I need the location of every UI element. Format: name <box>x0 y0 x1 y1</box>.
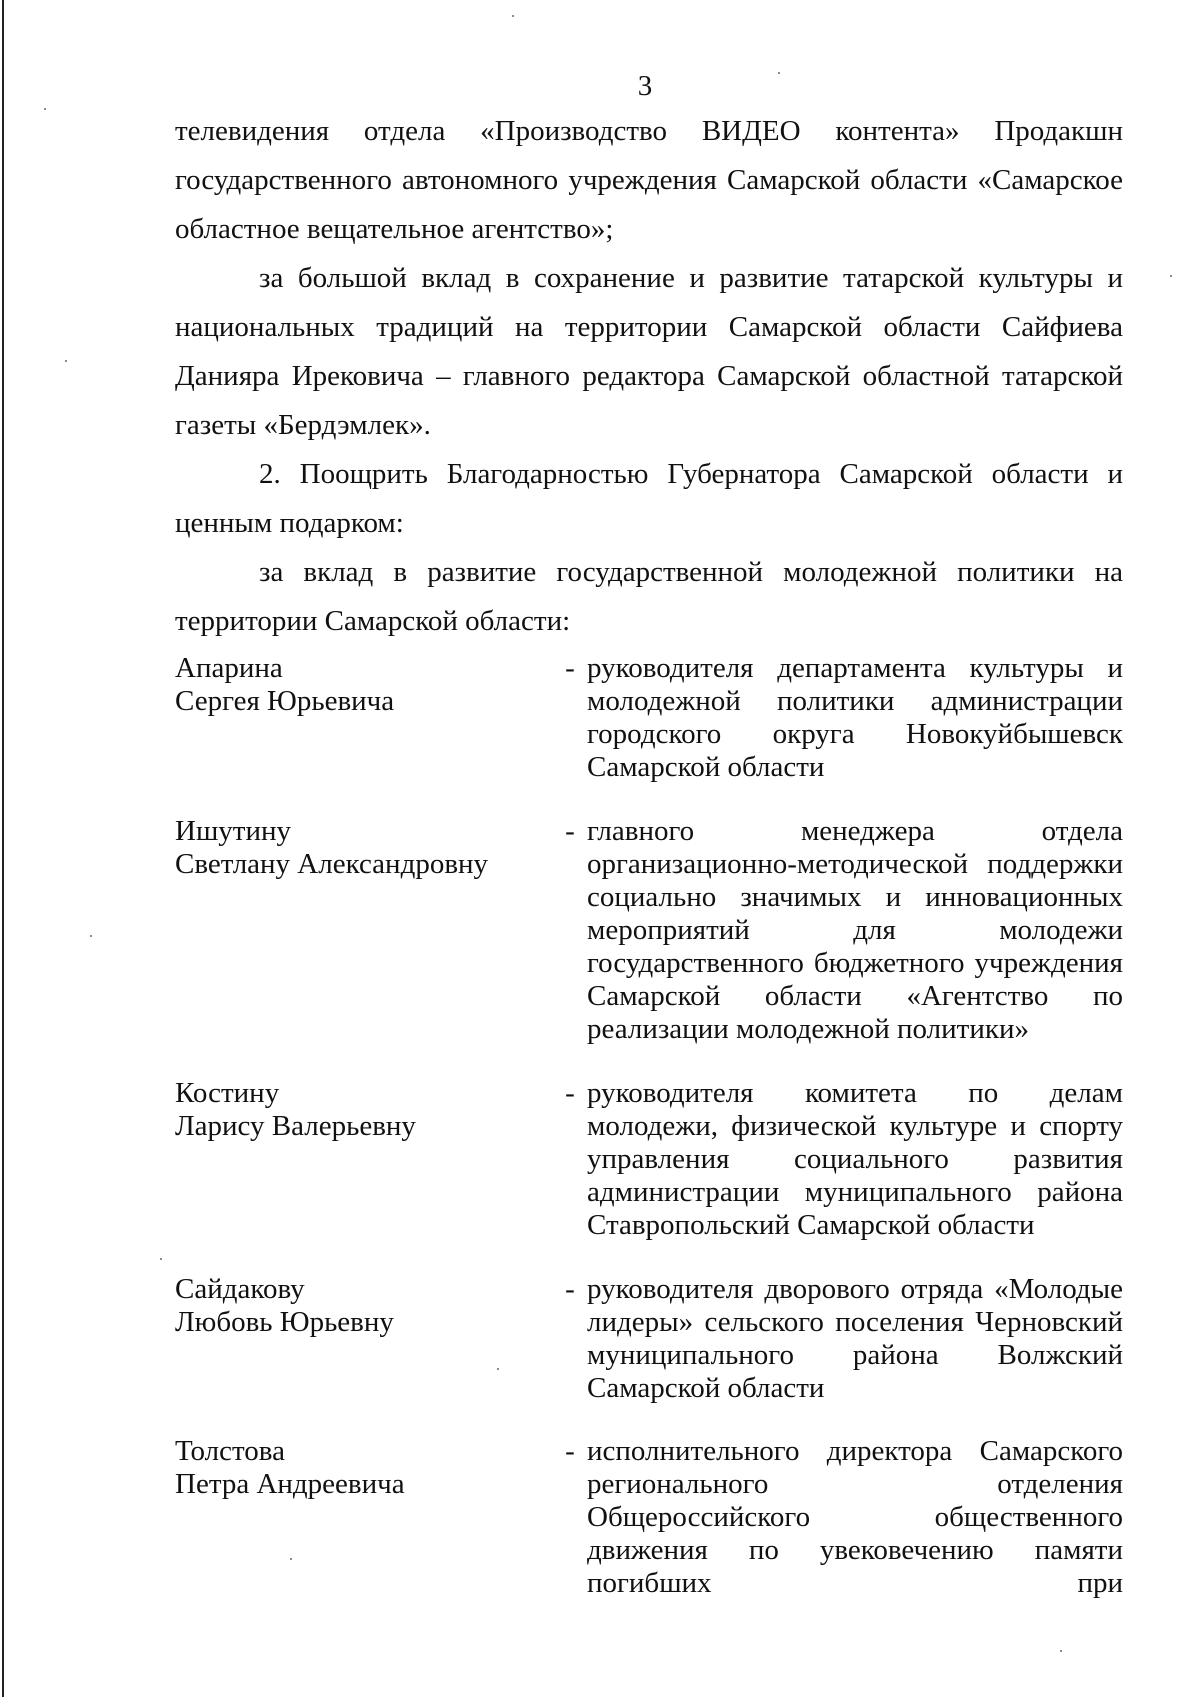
paragraph-1: телевидения отдела «Производство ВИДЕО контента» Продакшн государственного автономного учреждения Самарской области «Самарское областное вещательное агентство»; <box>175 115 1123 245</box>
scan-speck <box>90 935 92 937</box>
awardee-given-names: Петра Андреевича <box>175 1468 405 1500</box>
scan-edge-line <box>2 0 4 1697</box>
scan-speck <box>44 108 46 110</box>
awardee-position: исполнительного директора Самарского регионального отделения Общероссийского общественного движения по увековечению памяти погибших при <box>587 1435 1123 1599</box>
awardee-given-names: Любовь Юрьевну <box>175 1306 394 1338</box>
awardee-given-names: Ларису Валерьевну <box>175 1110 416 1142</box>
scan-speck <box>65 360 67 362</box>
scan-speck <box>1060 1650 1062 1652</box>
scan-speck <box>160 1258 162 1260</box>
awardee-name <box>175 652 555 718</box>
scan-speck <box>1170 275 1172 277</box>
paragraph-encourage <box>175 450 1123 548</box>
scan-speck <box>778 72 780 74</box>
paragraph-tatar-culture <box>175 254 1123 450</box>
entry-dash: - <box>565 1435 575 1467</box>
scan-speck <box>512 15 514 17</box>
entry-dash: - <box>565 1273 575 1305</box>
scan-speck <box>290 1558 292 1560</box>
awardee-surname: Костину <box>175 1077 280 1109</box>
entry-dash: - <box>565 815 575 847</box>
awardee-surname: Апарина <box>175 652 283 684</box>
awardee-given-names: Сергея Юрьевича <box>175 685 395 717</box>
awardee-name <box>175 1273 555 1339</box>
awardee-position: руководителя дворового отряда «Молодые лидеры» сельского поселения Черновский муниципального района Волжский Самарской области <box>587 1273 1123 1404</box>
awardee-given-names: Светлану Александровну <box>175 848 489 880</box>
awardee-position: руководителя департамента культуры и молодежной политики администрации городского округа Новокуйбышевск Самарской области <box>587 652 1123 783</box>
awardee-position: главного менеджера отдела организационно-методической поддержки социально значимых и инновационных мероприятий для молодежи государственного бюджетного учреждения Самарской области «Агентство по реализации молодежной политики» <box>587 815 1123 1045</box>
entry-dash: - <box>565 1077 575 1109</box>
awardee-name <box>175 815 555 881</box>
awardee-name <box>175 1435 555 1501</box>
paragraph-youth-policy <box>175 548 1123 646</box>
awardee-name <box>175 1077 555 1143</box>
paragraph-3: 2. Поощрить Благодарностью Губернатора Самарской области и ценным подарком: <box>175 458 1123 539</box>
paragraph-2: за большой вклад в сохранение и развитие татарской культуры и национальных традиций на территории Самарской области Сайфиева Данияра Ирековича – главного редактора Самарской областной татарской газеты «Бердэмлек». <box>175 262 1123 441</box>
scan-speck <box>497 1368 499 1370</box>
awardee-surname: Сайдакову <box>175 1273 305 1305</box>
awardee-position: руководителя комитета по делам молодежи, физической культуре и спорту управления социального развития администрации муниципального района Ставропольский Самарской области <box>587 1077 1123 1241</box>
paragraph-continuation <box>175 107 1123 254</box>
awardee-surname: Толстова <box>175 1435 285 1467</box>
page-number: 3 <box>637 70 653 102</box>
entry-dash: - <box>565 652 575 684</box>
awardee-surname: Ишутину <box>175 815 291 847</box>
paragraph-4: за вклад в развитие государственной молодежной политики на территории Самарской области: <box>175 556 1123 637</box>
